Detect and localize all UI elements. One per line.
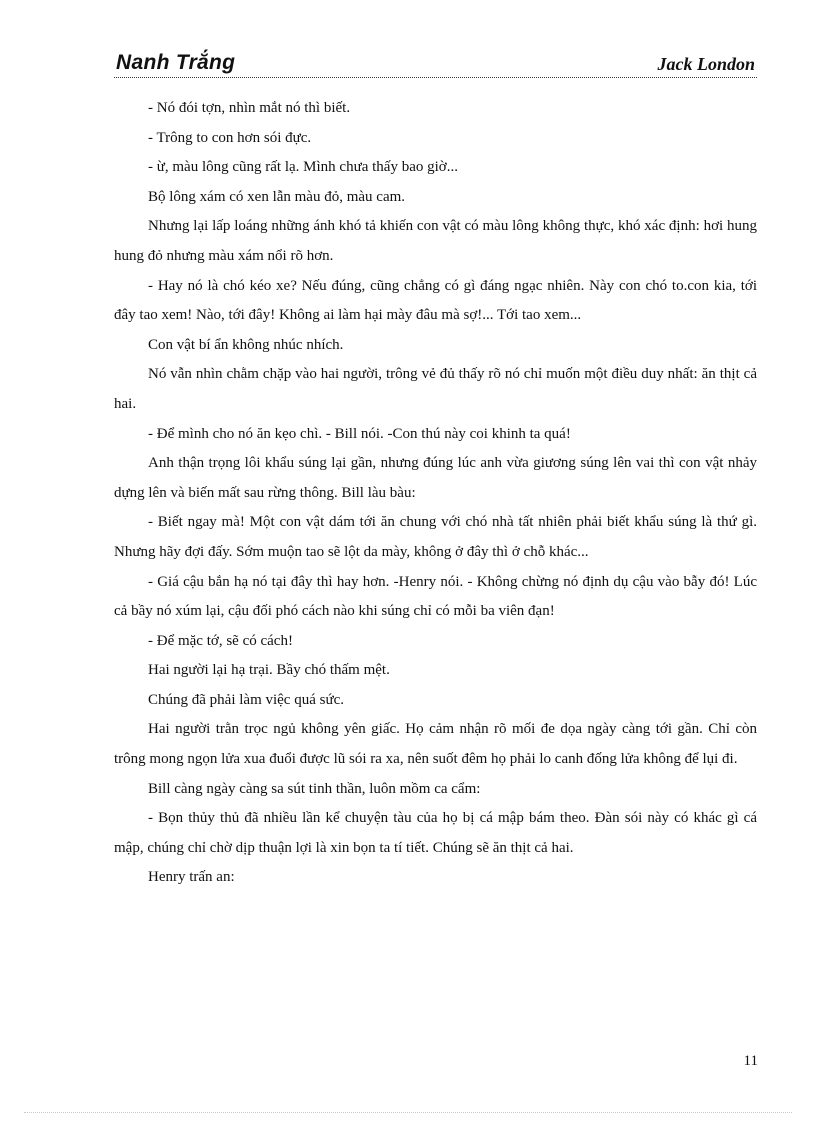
paragraph: - Biết ngay mà! Một con vật dám tới ăn chung với chó nhà tất nhiên phải biết khẩu súng là thứ gì. Nhưng hãy đợi đấy. Sớm muộn tao sẽ lột da mày, không ở đây thì ở chỗ khác... [114, 514, 757, 560]
book-title: Nanh Trắng [116, 51, 236, 74]
paragraph: Bill càng ngày càng sa sút tinh thần, luôn mồm ca cẩm: [148, 780, 481, 797]
paragraph: - Giá cậu bắn hạ nó tại đây thì hay hơn. -Henry nói. - Không chừng nó định dụ cậu vào bẫy đó! Lúc cả bầy nó xúm lại, cậu đối phó cách nào khi súng chỉ có mỗi ba viên đạn! [114, 573, 757, 620]
paragraph: Nhưng lại lấp loáng những ánh khó tả khiến con vật có màu lông không thực, khó xác định: hơi hung hung đỏ nhưng màu xám nổi rõ hơn. [114, 218, 757, 264]
paragraph: - Để mình cho nó ăn kẹo chì. - Bill nói. -Con thú này coi khinh ta quá! [148, 425, 571, 442]
header-divider [114, 77, 757, 78]
paragraph: - Nó đói tợn, nhìn mắt nó thì biết. [148, 100, 351, 116]
body-text [114, 94, 757, 893]
paragraph: - ừ, màu lông cũng rất lạ. Mình chưa thấy bao giờ... [148, 159, 458, 176]
paragraph: Chúng đã phải làm việc quá sức. [148, 691, 344, 708]
paragraph: Anh thận trọng lôi khẩu súng lại gần, nhưng đúng lúc anh vừa giương súng lên vai thì con vật nhảy dựng lên và biến mất sau rừng thông. Bill làu bàu: [114, 455, 757, 501]
paragraph: - Hay nó là chó kéo xe? Nếu đúng, cũng chẳng có gì đáng ngạc nhiên. Này con chó to.con kia, tới đây tao xem! Nào, tới đây! Không ai làm hại mày đâu mà sợ!... Tới tao xem... [114, 277, 757, 324]
paragraph: Nó vẫn nhìn chằm chặp vào hai người, trông vẻ đủ thấy rõ nó chỉ muốn một điều duy nhất: ăn thịt cả hai. [114, 366, 757, 412]
paragraph: Bộ lông xám có xen lẫn màu đỏ, màu cam. [148, 188, 406, 205]
footer-divider [24, 1112, 792, 1113]
page-number: 11 [743, 1053, 758, 1069]
paragraph: - Để mặc tớ, sẽ có cách! [148, 632, 293, 649]
paragraph: Con vật bí ẩn không nhúc nhích. [148, 336, 344, 353]
page-header [114, 50, 757, 80]
paragraph: Hai người trằn trọc ngủ không yên giấc. Họ cảm nhận rõ mối đe dọa ngày càng tới gần. Chỉ còn trông mong ngọn lửa xua đuổi được lũ sói ra xa, nên suốt đêm họ phải lo canh đống lửa không để lụi đi. [114, 721, 757, 768]
paragraph: Henry trấn an: [148, 869, 235, 886]
paragraph: - Trông to con hơn sói đực. [148, 129, 312, 146]
author-name: Jack London [657, 54, 755, 74]
paragraph: Hai người lại hạ trại. Bầy chó thấm mệt. [148, 662, 390, 679]
paragraph: - Bọn thủy thủ đã nhiều lần kể chuyện tàu của họ bị cá mập bám theo. Đàn sói này có khác gì cá mập, chúng chỉ chờ dịp thuận lợi là xin bọn ta tí tiết. Chúng sẽ ăn thịt cả hai. [114, 810, 757, 856]
